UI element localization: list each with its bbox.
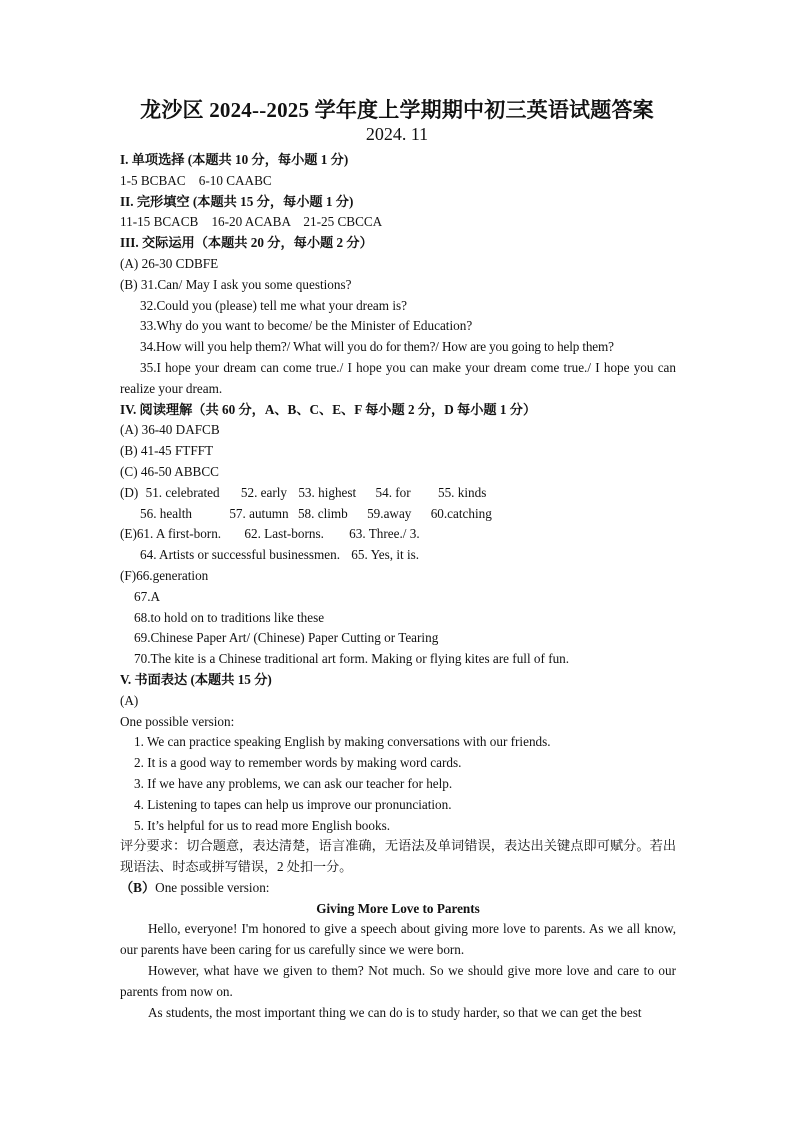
section-3-answer-35 xyxy=(120,358,676,400)
answer-57: 57. autumn xyxy=(229,505,289,521)
section-3-answer-32: 32.Could you (please) tell me what your dream is? xyxy=(140,297,407,313)
section-3-answer-33: 33.Why do you want to become/ be the Minister of Education? xyxy=(140,318,473,334)
section-4-answer-66: (F)66.generation xyxy=(120,567,209,583)
section-5-heading: V. 书面表达 (本题共 15 分) xyxy=(120,671,272,687)
answer-61: (E)61. A first-born. xyxy=(120,526,222,542)
section-4-part-d-line-2 xyxy=(120,504,676,525)
section-4-answer-68: 68.to hold on to traditions like these xyxy=(134,609,325,625)
section-4-answer-67: 67.A xyxy=(134,588,161,604)
section-4-part-e-line-2 xyxy=(120,545,676,566)
section-2-heading: II. 完形填空 (本题共 15 分，每小题 1 分) xyxy=(120,193,354,209)
answer-35-text: 35.I hope your dream can come true./ I hope you can make your dream come true./ I hope you can realize your dream. xyxy=(120,359,676,396)
section-4-part-b: (B) 41-45 FTFFT xyxy=(120,443,214,459)
section-4-part-c: (C) 46-50 ABBCC xyxy=(120,463,219,479)
document-body xyxy=(120,150,676,1023)
part-d-label: (D) xyxy=(120,484,139,500)
writing-item-4: 4. Listening to tapes can help us improve our pronunciation. xyxy=(134,796,452,812)
section-3-part-a: (A) 26-30 CDBFE xyxy=(120,255,219,271)
answer-62: 62. Last-borns. xyxy=(244,526,324,542)
answer-56: 56. health xyxy=(140,505,193,521)
page-title: 龙沙区 2024--2025 学年度上学期期中初三英语试题答案 xyxy=(140,98,654,122)
answer-52: 52. early xyxy=(240,484,288,500)
answer-59: 59.away xyxy=(367,505,412,521)
section-2-answers: 11-15 BCACB 16-20 ACABA 21-25 CBCCA xyxy=(120,214,383,230)
part-b-label: （B） xyxy=(120,879,156,895)
answer-65: 65. Yes, it is. xyxy=(351,547,420,563)
writing-item-2: 2. It is a good way to remember words by making word cards. xyxy=(134,755,462,771)
essay-paragraph-3: As students, the most important thing we can do is to study harder, so that we can get the best xyxy=(148,1004,642,1020)
answer-63: 63. Three./ 3. xyxy=(349,526,420,542)
answer-64: 64. Artists or successful businessmen. xyxy=(140,547,340,563)
section-3-answer-34: 34.How will you help them?/ What will you do for them?/ How are you going to help them? xyxy=(140,339,614,355)
section-4-answer-69: 69.Chinese Paper Art/ (Chinese) Paper Cutting or Tearing xyxy=(134,630,439,646)
essay-paragraph-1: Hello, everyone! I'm honored to give a speech about giving more love to parents. As we all know, our parents have been caring for us carefully since we were born. xyxy=(120,921,676,958)
answer-54: 54. for xyxy=(375,484,411,500)
grading-requirements: 评分要求：切合题意，表达清楚，语言准确，无语法及单词错误，表达出关键点即可赋分。若出现语法、时态或拼写错误，2 处扣一分。 xyxy=(120,838,676,875)
section-1-answers: 1-5 BCBAC 6-10 CAABC xyxy=(120,172,272,188)
section-5-version-a: One possible version: xyxy=(120,713,235,729)
section-5-version-b: One possible version: xyxy=(155,879,270,895)
writing-item-3: 3. If we have any problems, we can ask our teacher for help. xyxy=(134,775,453,791)
answer-60: 60.catching xyxy=(430,505,492,521)
writing-item-1: 1. We can practice speaking English by making conversations with our friends. xyxy=(134,734,551,750)
section-5-part-b xyxy=(120,878,676,899)
answer-51: 51. celebrated xyxy=(145,484,220,500)
answer-55: 55. kinds xyxy=(437,484,487,500)
section-4-answer-70: 70.The kite is a Chinese traditional art form. Making or flying kites are full of fun. xyxy=(134,651,570,667)
section-4-part-a: (A) 36-40 DAFCB xyxy=(120,422,220,438)
section-5-part-a-label: (A) xyxy=(120,692,139,708)
answer-53: 53. highest xyxy=(298,484,357,500)
section-4-part-e-line-1 xyxy=(120,524,676,545)
essay-title: Giving More Love to Parents xyxy=(316,900,480,916)
essay-paragraph-2: However, what have we given to them? Not much. So we should give more love and care to our parents from now on. xyxy=(120,963,676,999)
section-3-heading: III. 交际运用（本题共 20 分，每小题 2 分） xyxy=(120,235,373,251)
answer-58: 58. climb xyxy=(297,505,348,521)
section-1-heading: I. 单项选择 (本题共 10 分，每小题 1 分) xyxy=(120,152,349,167)
page-date: 2024. 11 xyxy=(365,124,429,144)
section-3-answer-31: (B) 31.Can/ May I ask you some questions? xyxy=(120,276,352,292)
section-4-heading: IV. 阅读理解（共 60 分，A、B、C、E、F 每小题 2 分，D 每小题 1 分） xyxy=(120,401,537,417)
section-4-part-d-line-1 xyxy=(120,483,676,504)
writing-item-5: 5. It’s helpful for us to read more English books. xyxy=(134,817,391,833)
